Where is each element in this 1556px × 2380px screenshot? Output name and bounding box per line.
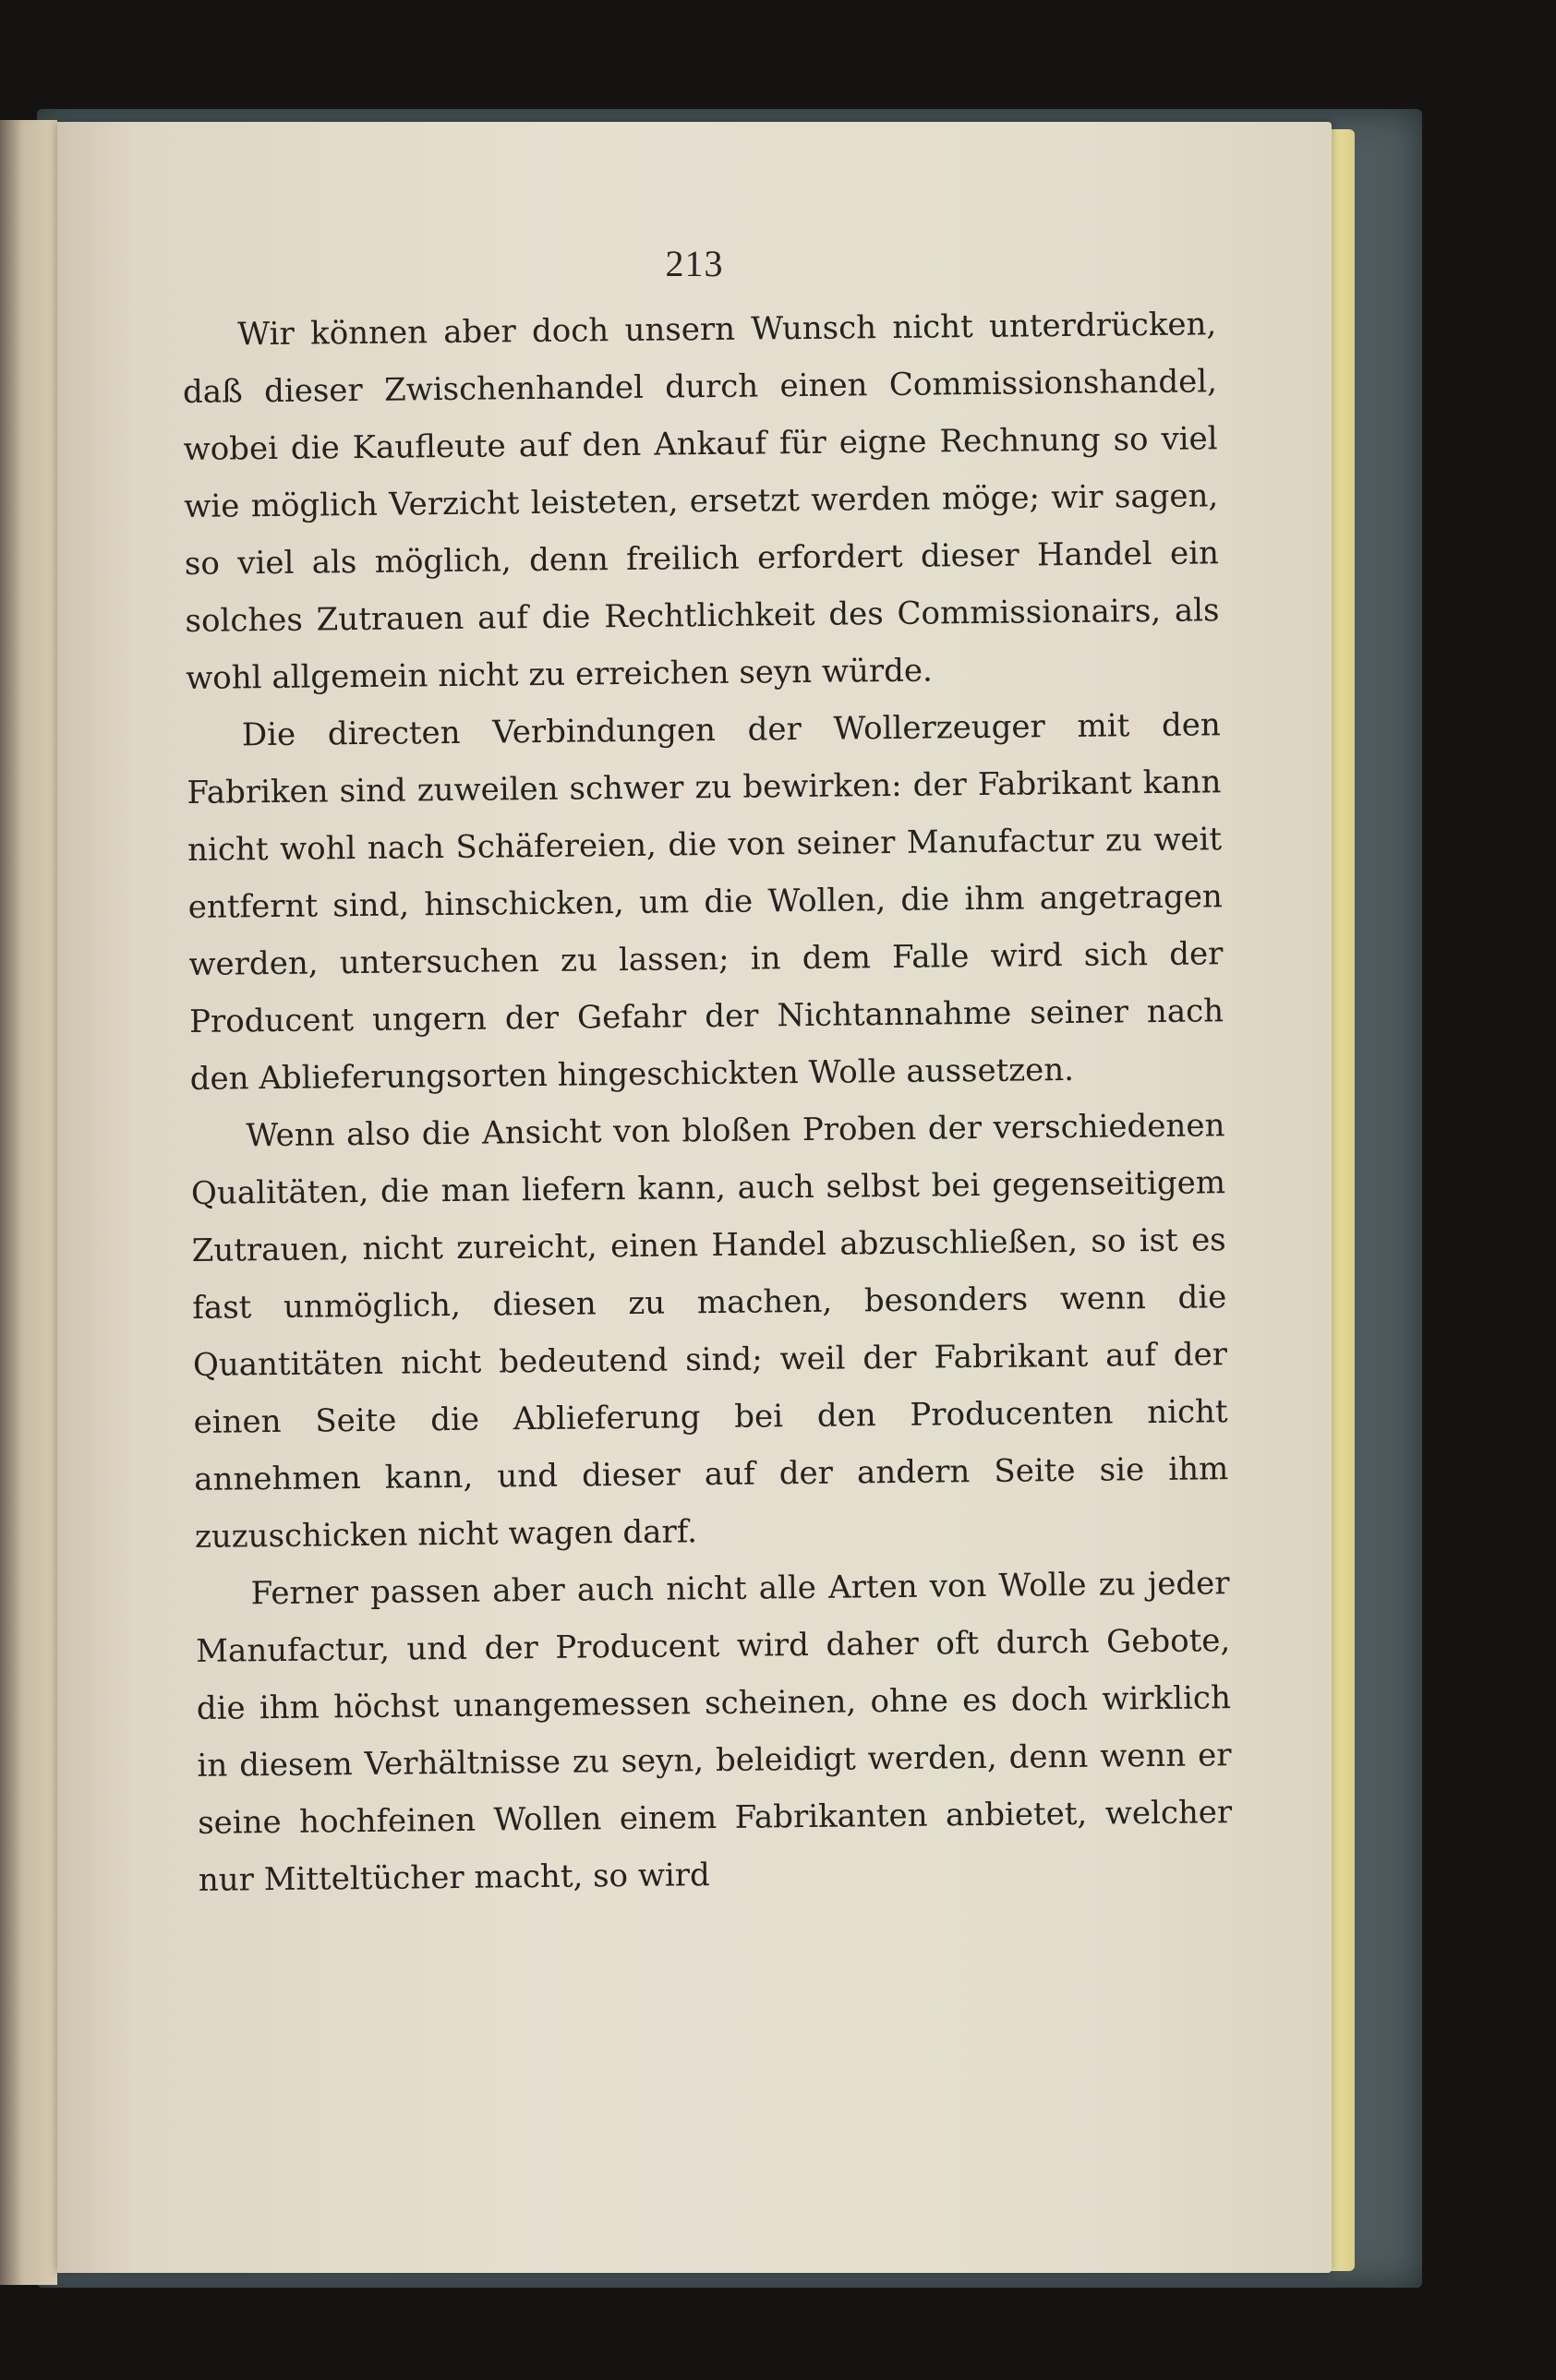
facing-page-edge xyxy=(0,120,57,2285)
paragraph-4: Ferner passen aber auch nicht alle Arten von Wolle zu jeder Manufactur, und der Producent wird daher oft durch Gebote, die ihm höchst unangemessen scheinen, ohne es doch wirklich in diesem Verhältnisse zu seyn, beleidigt werden, denn wenn er seine hochfeinen Wollen einem Fabrikanten anbietet, welcher nur Mitteltücher macht, so wird xyxy=(196,1565,1233,1899)
paragraph-1: Wir können aber doch unsern Wunsch nicht unterdrücken, daß dieser Zwischenhandel durch einen Commissionshandel, wobei die Kaufleute auf den Ankauf für eigne Rechnung so viel wie möglich Verzicht leisteten, ersetzt werden möge; wir sagen, so viel als möglich, denn freilich erfordert dieser Handel ein solches Zutrauen auf die Rechtlichkeit des Commissionairs, als wohl allgemein nicht zu erreichen seyn würde. xyxy=(182,306,1220,697)
page-number: 213 xyxy=(665,243,724,284)
book-page xyxy=(57,122,1332,2273)
paragraph-2: Die directen Verbindungen der Wollerzeuger mit den Fabriken sind zuweilen schwer zu bewirken: der Fabrikant kann nicht wohl nach Schäfereien, die von seiner Manufactur zu weit entfernt sind, hinschicken, um die Wollen, die ihm angetragen werden, untersuchen zu lassen; in dem Falle wird sich der Producent ungern der Gefahr der Nichtannahme seiner nach den Ablieferungsorten hingeschickten Wolle aussetzen. xyxy=(187,706,1224,1098)
paragraph-3: Wenn also die Ansicht von bloßen Proben der verschiedenen Qualitäten, die man liefern kann, auch selbst bei gegenseitigem Zutrauen, nicht zureicht, einen Handel abzuschließen, so ist es fast unmöglich, diesen zu machen, besonders wenn die Quantitäten nicht bedeutend sind; weil der Fabrikant auf der einen Seite die Ablieferung bei den Producenten nicht annehmen kann, und dieser auf der andern Seite sie ihm zuzuschicken nicht wagen darf. xyxy=(190,1107,1229,1556)
body-text xyxy=(182,295,1233,1909)
